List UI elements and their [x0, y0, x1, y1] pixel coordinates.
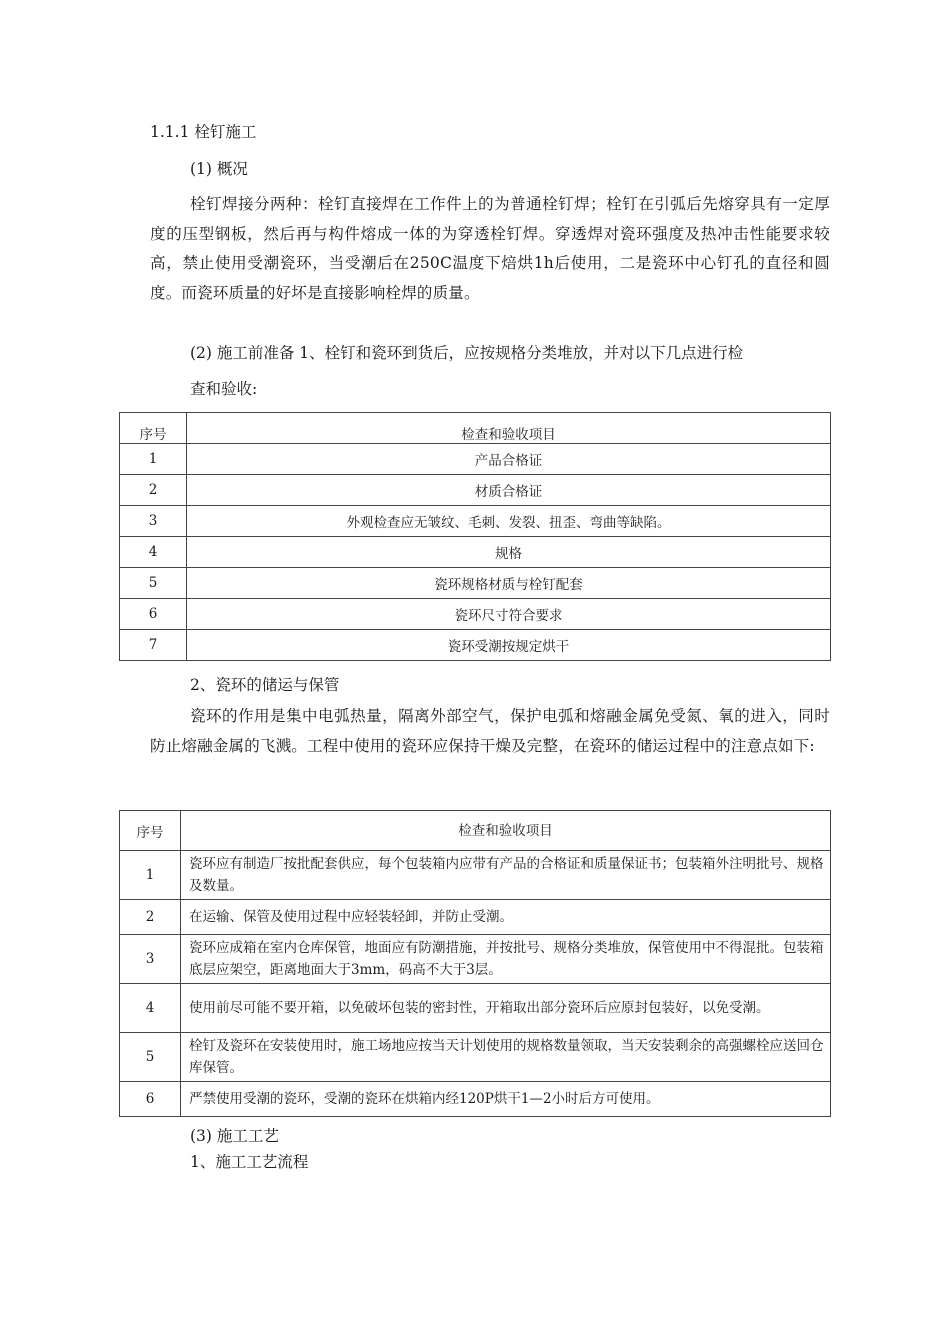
row-index-cell: 5 [120, 568, 187, 599]
overview-heading: (1) 概况 [190, 160, 248, 178]
storage-heading: 2、瓷环的储运与保管 [190, 676, 340, 694]
table-row [120, 1082, 831, 1117]
row-item-cell: 瓷环尺寸符合要求 [187, 599, 831, 630]
row-item-cell: 瓷环规格材质与栓钉配套 [187, 568, 831, 599]
storage-paragraph: 瓷环的作用是集中电弧热量，隔离外部空气，保护电弧和熔融金属免受氮、氧的进入，同时防止熔融金属的飞溅。工程中使用的瓷环应保持干燥及完整，在瓷环的储运过程中的注意点如下: [150, 707, 830, 755]
overview-paragraph: 栓钉焊接分两种：栓钉直接焊在工作件上的为普通栓钉焊；栓钉在引弧后先熔穿具有一定厚度的压型钢板，然后再与构件熔成一体的为穿透栓钉焊。穿透焊对瓷环强度及热冲击性能要求较高，禁止使用受潮瓷环，当受潮后在250C温度下焙烘1h后使用，二是瓷环中心钉孔的直径和圆度。而瓷环质量的好坏是直接影响栓焊的质量。 [150, 195, 830, 302]
row-item-cell: 产品合格证 [187, 444, 831, 475]
row-item-cell: 严禁使用受潮的瓷环，受潮的瓷环在烘箱内经120P烘干1—2小时后方可使用。 [181, 1082, 831, 1117]
row-index-cell: 2 [120, 900, 181, 935]
row-index-cell: 1 [120, 851, 181, 900]
table-row [120, 935, 831, 984]
inspection-table [119, 412, 831, 661]
row-item-cell: 瓷环应成箱在室内仓库保管，地面应有防潮措施，并按批号、规格分类堆放，保管使用中不得混批。包装箱底层应架空，距离地面大于3mm，码高不大于3层。 [181, 935, 831, 984]
row-item-cell: 瓷环受潮按规定烘干 [187, 630, 831, 661]
table-row [120, 599, 831, 630]
table-row [120, 851, 831, 900]
column-header-item: 检查和验收项目 [187, 413, 831, 444]
row-index-cell: 1 [120, 444, 187, 475]
row-index-cell: 4 [120, 537, 187, 568]
table-row [120, 900, 831, 935]
row-index-cell: 6 [120, 599, 187, 630]
storage-notes-table [119, 810, 831, 1117]
row-index-cell: 5 [120, 1033, 181, 1082]
column-header-item: 检查和验收项目 [181, 811, 831, 851]
row-item-cell: 外观检查应无皱纹、毛刺、发裂、扭歪、弯曲等缺陷。 [187, 506, 831, 537]
row-item-cell: 材质合格证 [187, 475, 831, 506]
row-item-cell: 栓钉及瓷环在安装使用时，施工场地应按当天计划使用的规格数量领取，当天安装剩余的高强螺栓应送回仓库保管。 [181, 1033, 831, 1082]
row-item-cell: 规格 [187, 537, 831, 568]
process-heading: (3) 施工工艺 [190, 1127, 279, 1145]
table-row [120, 630, 831, 661]
row-index-cell: 7 [120, 630, 187, 661]
row-item-cell: 在运输、保管及使用过程中应轻装轻卸，并防止受潮。 [181, 900, 831, 935]
preparation-line-1: (2) 施工前准备 1、栓钉和瓷环到货后，应按规格分类堆放，并对以下几点进行检 [190, 344, 744, 362]
row-index-cell: 2 [120, 475, 187, 506]
table-header-row [120, 811, 831, 851]
row-index-cell: 6 [120, 1082, 181, 1117]
table-row [120, 444, 831, 475]
column-header-index: 序号 [120, 811, 181, 851]
table-row [120, 537, 831, 568]
table-row [120, 506, 831, 537]
row-index-cell: 3 [120, 935, 181, 984]
row-index-cell: 4 [120, 984, 181, 1033]
process-subheading: 1、施工工艺流程 [190, 1153, 309, 1171]
table-row [120, 475, 831, 506]
preparation-line-2: 查和验收: [190, 380, 258, 398]
section-heading: 1.1.1 栓钉施工 [150, 123, 257, 141]
row-item-cell: 使用前尽可能不要开箱，以免破坏包装的密封性，开箱取出部分瓷环后应原封包装好，以免受潮。 [181, 984, 831, 1033]
row-item-cell: 瓷环应有制造厂按批配套供应，每个包装箱内应带有产品的合格证和质量保证书；包装箱外注明批号、规格及数量。 [181, 851, 831, 900]
column-header-index: 序号 [120, 413, 187, 444]
table-row [120, 568, 831, 599]
table-header-row [120, 413, 831, 444]
table-row [120, 984, 831, 1033]
row-index-cell: 3 [120, 506, 187, 537]
table-row [120, 1033, 831, 1082]
